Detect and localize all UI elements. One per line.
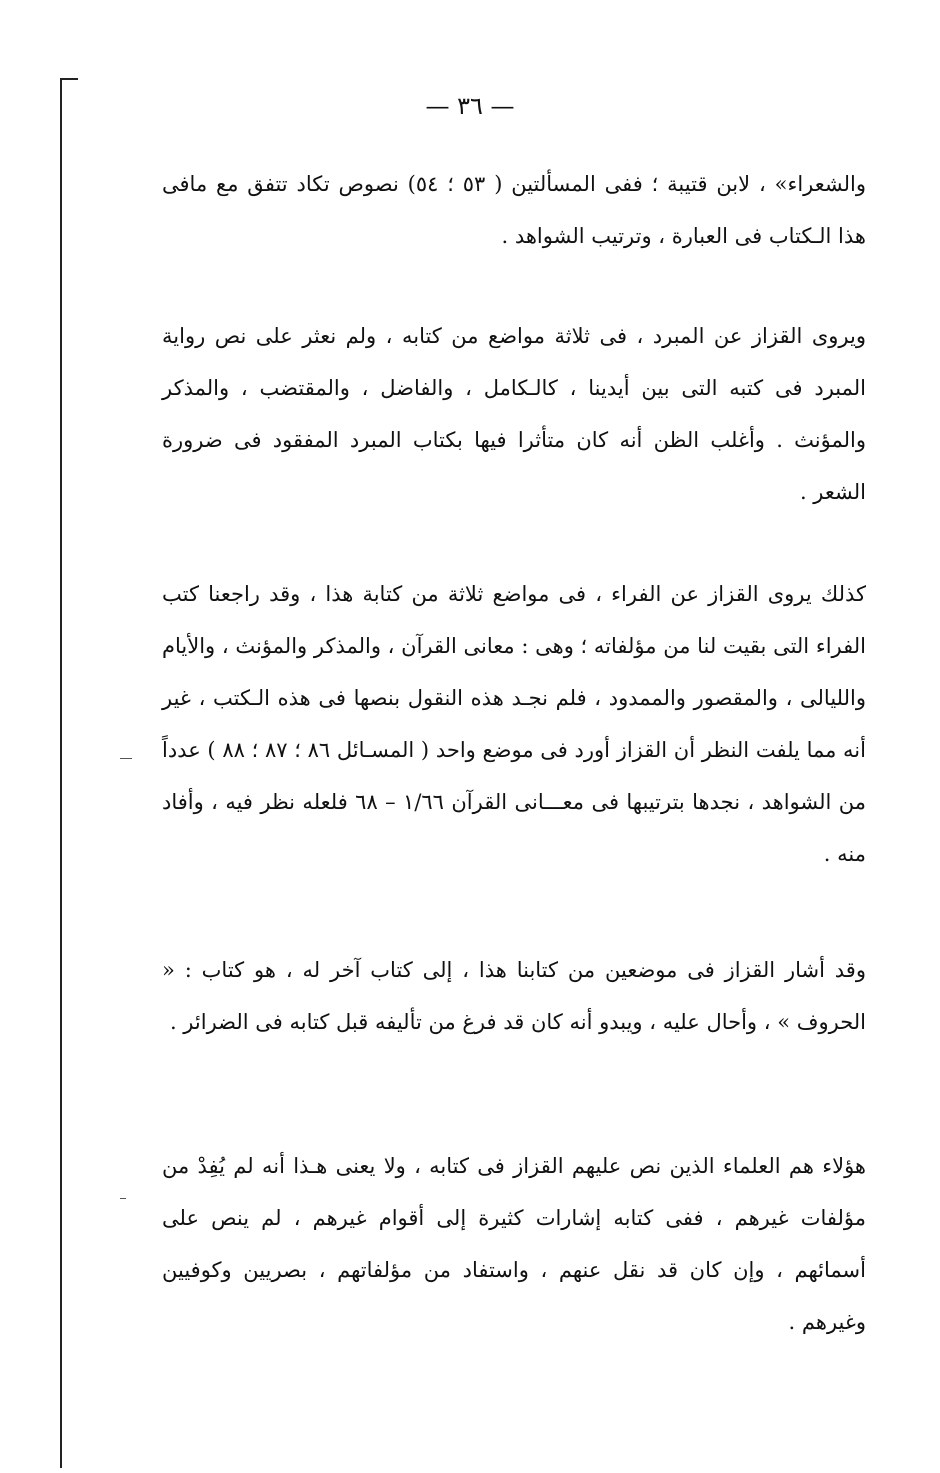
stray-mark: [120, 758, 132, 759]
left-margin-rule: [60, 78, 62, 1468]
paragraph: والشعراء» ، لابن قتيبة ؛ ففى المسألتين ( ٥٣ ؛ ٥٤) نصوص تكاد تتفق مع مافى هذا الـكتاب فى العبارة ، وترتيب الشواهد .: [162, 172, 866, 248]
paragraph: وقد أشار القزاز فى موضعين من كتابنا هذا ، إلى كتاب آخر له ، هو كتاب : « الحروف » ، وأحال عليه ، ويبدو أنه كان قد فرغ من تأليفه قبل كتابه فى الضرائر .: [162, 958, 866, 1034]
paragraph: ويروى القزاز عن المبرد ، فى ثلاثة مواضع من كتابه ، ولم نعثر على نص رواية المبرد فى كتبه التى بين أيدينا ، كالـكامل ، والفاضل ، والمقتضب ، والمذكر والمؤنث . وأغلب الظن أنه كان متأثرا فيها بكتاب المبرد المفقود فى ضرورة الشعر .: [162, 324, 866, 504]
left-margin-rule-cap: [60, 78, 78, 80]
stray-mark: [120, 1198, 126, 1199]
paragraph-3-block: [162, 568, 866, 880]
paragraph-2-block: [162, 310, 866, 518]
paragraph-5-block: [162, 1140, 866, 1348]
paragraph-4-block: [162, 944, 866, 1048]
paragraph: كذلك يروى القزاز عن الفراء ، فى مواضع ثلاثة من كتابة هذا ، وقد راجعنا كتب الفراء التى بقيت لنا من مؤلفاته ؛ وهى : معانى القرآن ، والمذكر والمؤنث ، والأيام والليالى ، والمقصور والممدود ، فلم نجـد هذه النقول بنصها فى هذه الـكتب ، غير أنه مما يلفت النظر أن القزاز أورد فى موضع واحد ( المسـائل ٨٦ ؛ ٨٧ ؛ ٨٨ ) عدداً من الشواهد ، نجدها بترتيبها فى معـــانى القرآن ١/٦٦ – ٦٨ فلعله نظر فيه ، وأفاد منه .: [162, 582, 867, 866]
page-number: — ٣٦ —: [425, 92, 515, 120]
paragraph-1-block: [162, 158, 866, 262]
paragraph: هؤلاء هم العلماء الذين نص عليهم القزاز فى كتابه ، ولا يعنى هـذا أنه لم يُفِدْ من مؤلفات غيرهم ، ففى كتابه إشارات كثيرة إلى أقوام غيرهم ، لم ينص على أسمائهم ، وإن كان قد نقل عنهم ، واستفاد من مؤلفاتهم ، بصريين وكوفيين وغيرهم .: [162, 1154, 866, 1334]
